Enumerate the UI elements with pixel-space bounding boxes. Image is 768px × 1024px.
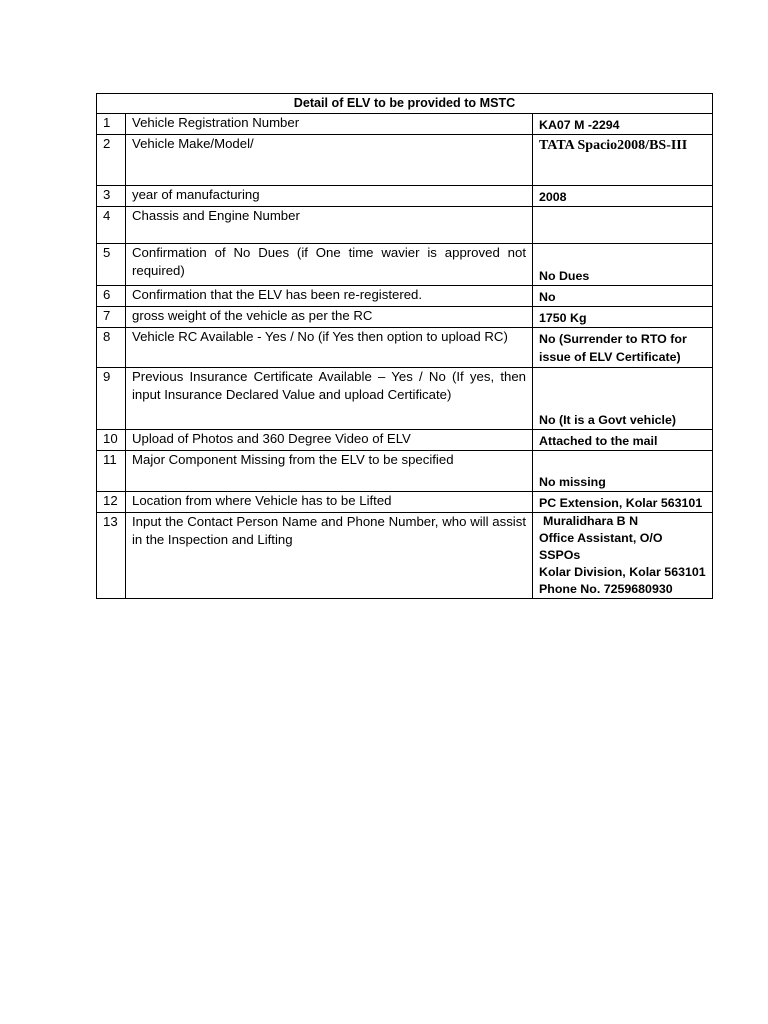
row-value xyxy=(533,492,713,513)
row-value-text: No Dues xyxy=(539,269,590,283)
row-item: Chassis and Engine Number xyxy=(126,207,533,244)
row-number: 13 xyxy=(97,513,126,599)
row-item: gross weight of the vehicle as per the RC xyxy=(126,307,533,328)
table-row xyxy=(97,328,713,368)
row-value-text: No (Surrender to RTO for issue of ELV Certificate) xyxy=(539,332,687,364)
contact-phone: Phone No. 7259680930 xyxy=(539,582,673,596)
row-item: Vehicle Registration Number xyxy=(126,114,533,135)
row-value xyxy=(533,286,713,307)
table-row xyxy=(97,513,713,599)
table-row xyxy=(97,307,713,328)
row-number: 4 xyxy=(97,207,126,244)
table-title-row xyxy=(97,94,713,114)
row-number: 5 xyxy=(97,244,126,286)
row-item: Confirmation of No Dues (if One time wavier is approved not required) xyxy=(126,244,533,286)
row-value xyxy=(533,368,713,430)
table-row xyxy=(97,368,713,430)
row-value xyxy=(533,307,713,328)
table-row xyxy=(97,186,713,207)
row-item: Confirmation that the ELV has been re-registered. xyxy=(126,286,533,307)
row-value xyxy=(533,513,713,599)
row-value-text: KA07 M -2294 xyxy=(539,118,620,132)
row-item: year of manufacturing xyxy=(126,186,533,207)
table-row xyxy=(97,207,713,244)
table-row xyxy=(97,114,713,135)
row-number: 2 xyxy=(97,135,126,186)
row-value xyxy=(533,244,713,286)
row-value-text: Attached to the mail xyxy=(539,434,658,448)
table-row xyxy=(97,244,713,286)
table-row xyxy=(97,135,713,186)
table-row xyxy=(97,286,713,307)
row-value-text: 1750 Kg xyxy=(539,311,587,325)
row-number: 9 xyxy=(97,368,126,430)
row-item: Vehicle Make/Model/ xyxy=(126,135,533,186)
row-value xyxy=(533,328,713,368)
row-value-text: No (It is a Govt vehicle) xyxy=(539,413,677,427)
table-row xyxy=(97,492,713,513)
contact-name: Muralidhara B N xyxy=(543,514,639,528)
row-value xyxy=(533,430,713,451)
row-value-text: PC Extension, Kolar 563101 xyxy=(539,496,703,510)
row-number: 11 xyxy=(97,451,126,492)
row-number: 10 xyxy=(97,430,126,451)
row-item: Input the Contact Person Name and Phone Number, who will assist in the Inspection and Lifting xyxy=(126,513,533,599)
row-value xyxy=(533,207,713,244)
row-value xyxy=(533,114,713,135)
row-value-text: TATA Spacio2008/BS-III xyxy=(539,138,688,153)
row-number: 7 xyxy=(97,307,126,328)
row-item: Location from where Vehicle has to be Lifted xyxy=(126,492,533,513)
row-item: Vehicle RC Available - Yes / No (if Yes then option to upload RC) xyxy=(126,328,533,368)
row-value-text: No missing xyxy=(539,475,606,489)
row-number: 1 xyxy=(97,114,126,135)
row-number: 6 xyxy=(97,286,126,307)
table-title: Detail of ELV to be provided to MSTC xyxy=(97,94,713,114)
contact-division: Kolar Division, Kolar 563101 xyxy=(539,565,706,579)
row-number: 3 xyxy=(97,186,126,207)
table-row xyxy=(97,430,713,451)
row-number: 12 xyxy=(97,492,126,513)
table-row xyxy=(97,451,713,492)
row-item: Major Component Missing from the ELV to be specified xyxy=(126,451,533,492)
row-value xyxy=(533,135,713,186)
row-item: Upload of Photos and 360 Degree Video of ELV xyxy=(126,430,533,451)
row-value-text: 2008 xyxy=(539,190,567,204)
row-number: 8 xyxy=(97,328,126,368)
row-value-text: No xyxy=(539,290,556,304)
row-value xyxy=(533,451,713,492)
elv-detail-table xyxy=(96,93,713,599)
row-value xyxy=(533,186,713,207)
row-item: Previous Insurance Certificate Available – Yes / No (If yes, then input Insurance Declared Value and upload Certificate) xyxy=(126,368,533,430)
row-value-text xyxy=(539,207,706,209)
contact-designation: Office Assistant, O/O SSPOs xyxy=(539,531,663,562)
